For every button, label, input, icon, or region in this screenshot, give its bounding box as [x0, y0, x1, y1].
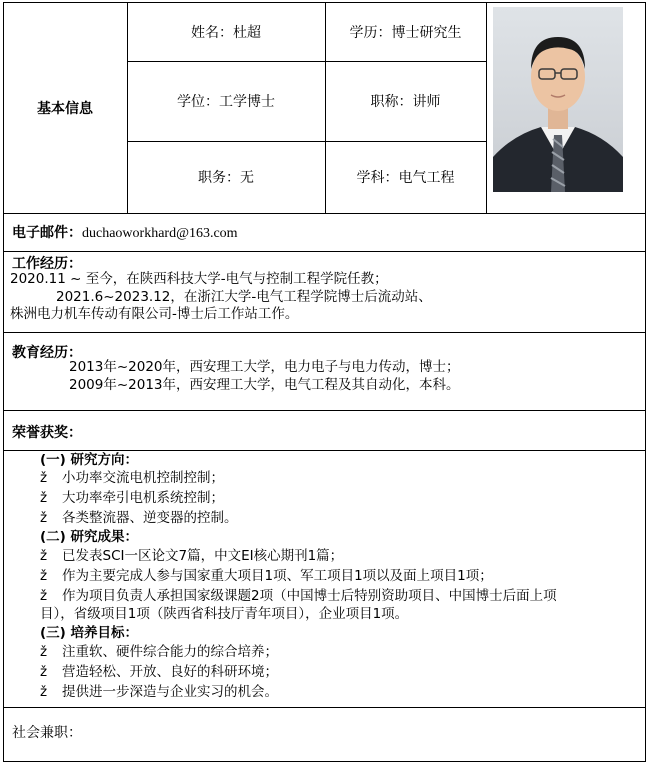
position-field: 职务：无: [198, 170, 254, 186]
bullet-icon: ž: [40, 510, 48, 526]
education-field: 学历：博士研究生: [349, 24, 462, 41]
research-item: [40, 489, 224, 507]
social-label: 社会兼职：: [12, 725, 82, 741]
research-item: [40, 567, 493, 585]
name-field: 姓名：杜超: [191, 24, 261, 41]
work-line: 2020.11 ~ 至今，在陕西科技大学-电气与控制工程学院任教；: [10, 271, 388, 287]
research-item-text: 各类整流器、逆变器的控制。: [62, 510, 238, 526]
research-item: [40, 643, 278, 661]
divider: [3, 332, 646, 333]
portrait-photo: [493, 7, 623, 192]
work-label: 工作经历：: [12, 256, 82, 272]
bullet-icon: ž: [40, 548, 48, 564]
research-heading: (一) 研究方向：: [40, 452, 139, 468]
work-line: 株洲电力机车传动有限公司-博士后工作站工作。: [10, 306, 299, 322]
bullet-icon: ž: [40, 664, 48, 680]
research-item-continued: 目），省级项目1项（陕西省科技厅青年项目），企业项目1项。: [40, 606, 409, 622]
bullet-icon: ž: [40, 644, 48, 660]
work-line: 2021.6~2023.12，在浙江大学-电气工程学院博士后流动站、: [56, 289, 432, 305]
honors-label: 荣誉获奖：: [12, 425, 82, 441]
basic-info-label: 基本信息: [37, 100, 93, 117]
edu-label: 教育经历：: [12, 345, 82, 361]
bullet-icon: ž: [40, 588, 48, 604]
degree-field: 学位：工学博士: [177, 94, 275, 110]
bullet-icon: ž: [40, 568, 48, 584]
research-item: [40, 683, 278, 701]
research-item-text: 已发表SCI一区论文7篇，中文EI核心期刊1篇；: [62, 548, 344, 564]
research-item: [40, 587, 557, 605]
research-item: [40, 547, 343, 565]
divider: [3, 251, 646, 252]
research-item-text: 大功率牵引电机系统控制；: [62, 490, 224, 506]
research-item-text: 作为主要完成人参与国家重大项目1项、军工项目1项以及面上项目1项；: [62, 568, 493, 584]
email-label: 电子邮件：: [12, 225, 82, 241]
divider: [3, 410, 646, 411]
email-value: duchaoworkhard@163.com: [82, 226, 238, 241]
discipline-field: 学科：电气工程: [356, 170, 455, 186]
edu-line: 2013年~2020年，西安理工大学，电力电子与电力传动，博士；: [69, 359, 460, 375]
research-heading: (二) 研究成果：: [40, 529, 139, 545]
divider: [3, 707, 646, 708]
research-item: [40, 469, 224, 487]
research-item-text: 营造轻松、开放、良好的科研环境；: [62, 664, 278, 680]
divider: [3, 213, 646, 214]
bullet-icon: ž: [40, 490, 48, 506]
research-item: [40, 509, 238, 527]
research-item: [40, 663, 278, 681]
research-item-text: 作为项目负责人承担国家级课题2项（中国博士后特别资助项目、中国博士后面上项: [62, 588, 557, 604]
research-item-text: 小功率交流电机控制控制；: [62, 470, 224, 486]
email-row: [12, 224, 238, 243]
bullet-icon: ž: [40, 470, 48, 486]
divider: [486, 2, 487, 213]
research-heading: (三) 培养目标：: [40, 625, 139, 641]
bullet-icon: ž: [40, 684, 48, 700]
research-item-text: 提供进一步深造与企业实习的机会。: [62, 684, 278, 700]
edu-line: 2009年~2013年，西安理工大学，电气工程及其自动化，本科。: [69, 377, 460, 393]
research-item-text: 注重软、硬件综合能力的综合培养；: [62, 644, 278, 660]
title-field: 职称：讲师: [370, 94, 441, 110]
